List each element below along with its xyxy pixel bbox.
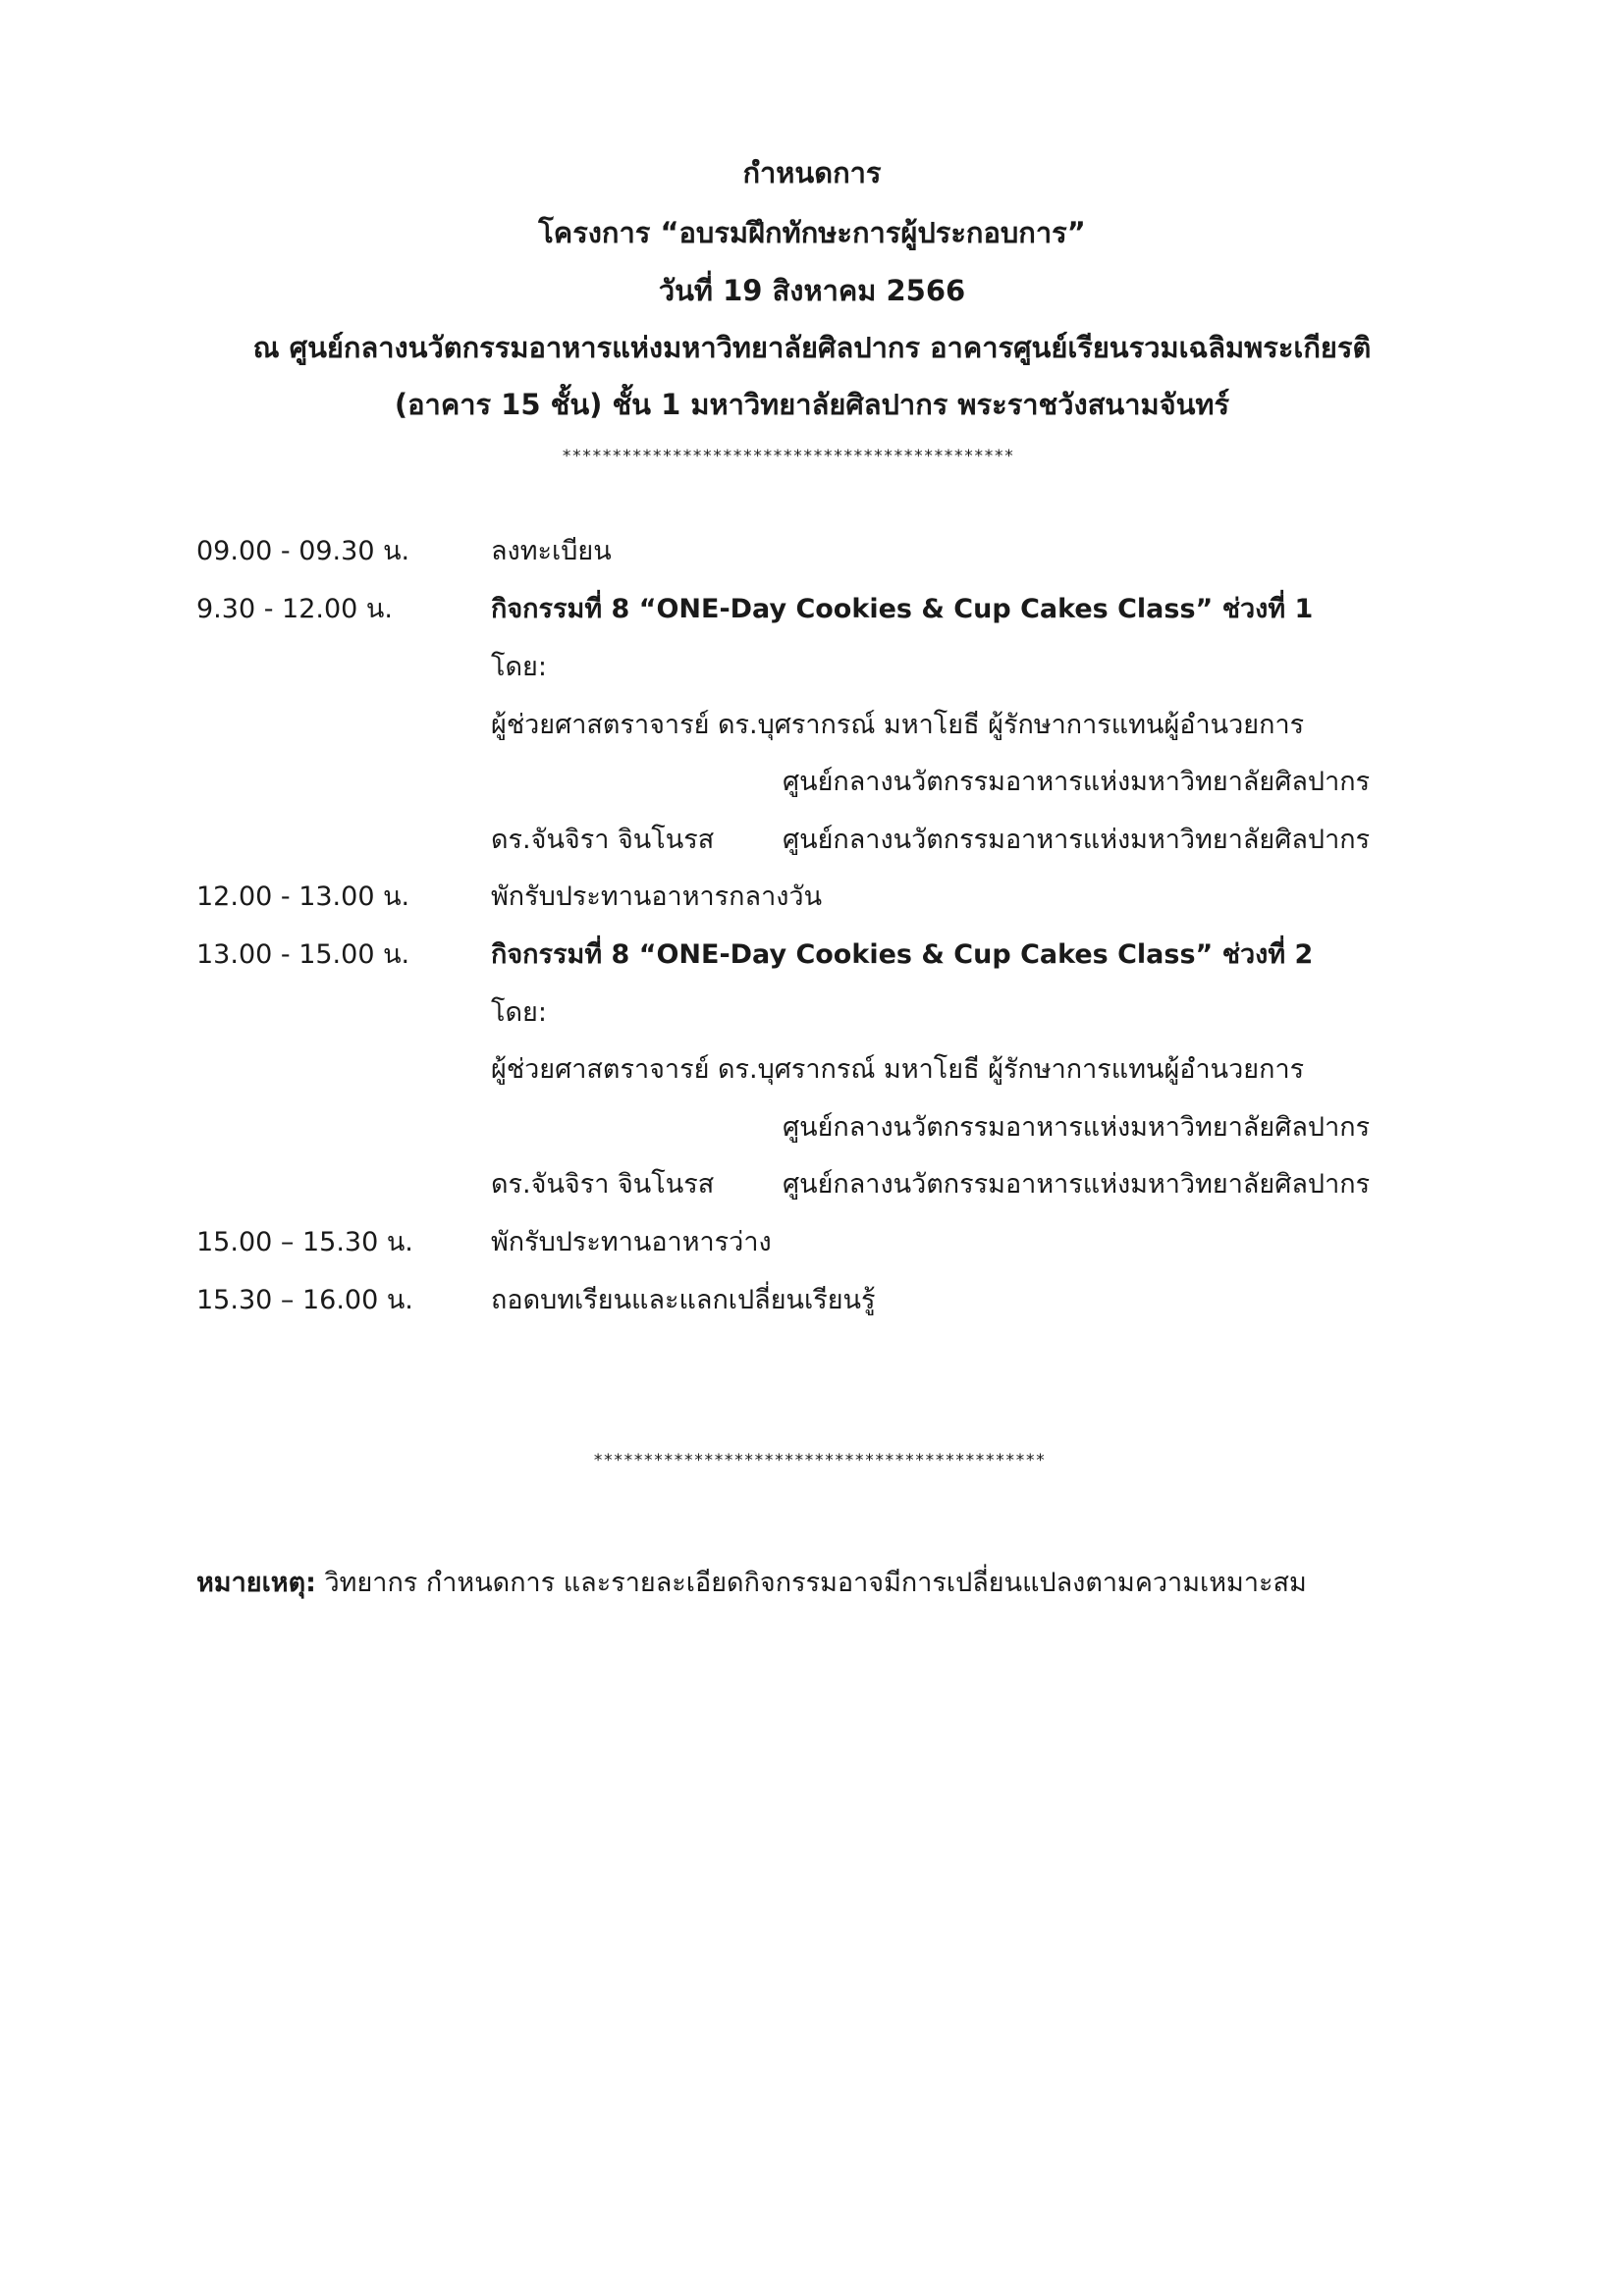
separator-top: ********************************************* [562, 447, 1014, 466]
slot1-time: 09.00 - 09.30 น. [196, 536, 410, 566]
slot4-activity: กิจกรรมที่ 8 “ONE-Day Cookies & Cup Cakes Class” ช่วงที่ 2 [491, 939, 1314, 970]
venue-line-1: ณ ศูนย์กลางนวัตกรรมอาหารแห่งมหาวิทยาลัยศิลปากร อาคารศูนย์เรียนรวมเฉลิมพระเกียรติ [252, 331, 1372, 364]
slot5-time: 15.00 – 15.30 น. [196, 1227, 413, 1257]
footnote [196, 1567, 1307, 1600]
slot5-activity: พักรับประทานอาหารว่าง [491, 1227, 772, 1257]
document-title: กำหนดการ [742, 156, 882, 189]
separator-bottom: ********************************************* [593, 1451, 1046, 1470]
venue-line-2: (อาคาร 15 ชั้น) ชั้น 1 มหาวิทยาลัยศิลปากร พระราชวังสนามจันทร์ [394, 388, 1230, 421]
event-date: วันที่ 19 สิงหาคม 2566 [658, 274, 966, 307]
slot6-activity: ถอดบทเรียนและแลกเปลี่ยนเรียนรู้ [491, 1285, 876, 1315]
slot4-by-label: โดย: [491, 997, 547, 1028]
slot4-speaker1: ผู้ช่วยศาสตราจารย์ ดร.บุศรากรณ์ มหาโยธี ผู้รักษาการแทนผู้อำนวยการ [491, 1054, 1305, 1085]
footnote-text: วิทยากร กำหนดการ และรายละเอียดกิจกรรมอาจมีการเปลี่ยนแปลงตามความเหมาะสม [315, 1568, 1307, 1598]
slot2-by-label: โดย: [491, 652, 547, 682]
slot4-speaker1-affiliation: ศูนย์กลางนวัตกรรมอาหารแห่งมหาวิทยาลัยศิลปากร [783, 1112, 1371, 1143]
slot2-time: 9.30 - 12.00 น. [196, 594, 393, 624]
slot4-speaker2: ดร.จันจิรา จินโนรส [491, 1169, 715, 1200]
slot2-activity: กิจกรรมที่ 8 “ONE-Day Cookies & Cup Cakes Class” ช่วงที่ 1 [491, 594, 1314, 624]
footnote-label: หมายเหตุ: [196, 1568, 316, 1598]
slot2-speaker2: ดร.จันจิรา จินโนรส [491, 825, 715, 855]
slot2-speaker1-affiliation: ศูนย์กลางนวัตกรรมอาหารแห่งมหาวิทยาลัยศิลปากร [783, 767, 1371, 797]
slot3-activity: พักรับประทานอาหารกลางวัน [491, 881, 823, 912]
slot3-time: 12.00 - 13.00 น. [196, 881, 410, 912]
project-name: โครงการ “อบรมฝึกทักษะการผู้ประกอบการ” [538, 216, 1086, 249]
slot4-speaker2-affiliation: ศูนย์กลางนวัตกรรมอาหารแห่งมหาวิทยาลัยศิลปากร [783, 1169, 1371, 1200]
slot6-time: 15.30 – 16.00 น. [196, 1285, 413, 1315]
slot2-speaker2-affiliation: ศูนย์กลางนวัตกรรมอาหารแห่งมหาวิทยาลัยศิลปากร [783, 825, 1371, 855]
slot4-time: 13.00 - 15.00 น. [196, 939, 410, 970]
slot1-activity: ลงทะเบียน [491, 536, 612, 566]
slot2-speaker1: ผู้ช่วยศาสตราจารย์ ดร.บุศรากรณ์ มหาโยธี ผู้รักษาการแทนผู้อำนวยการ [491, 710, 1305, 740]
